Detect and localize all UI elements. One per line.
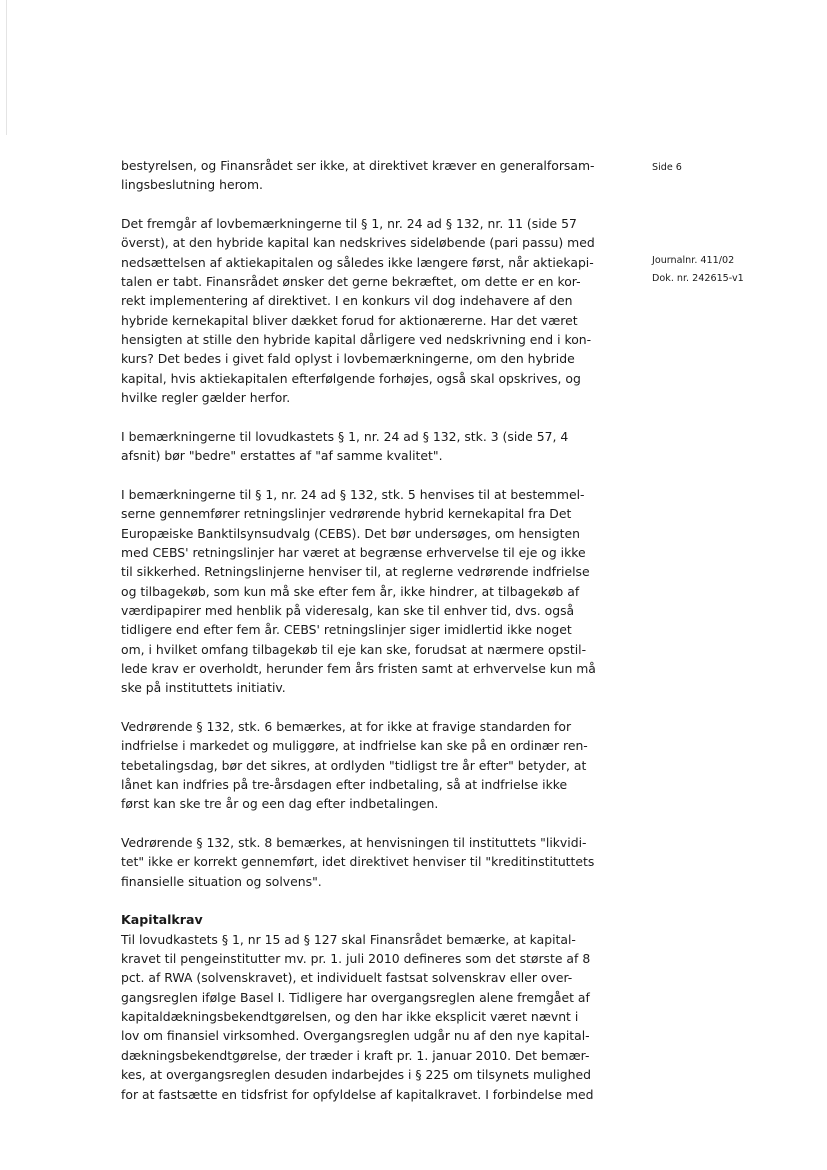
section-paragraph: Til lovudkastets § 1, nr 15 ad § 127 skal Finansrådet bemærke, at kapital- kravet til pengeinstitutter mv. pr. 1. juli 2010 defineres som det største af 8 pct. af RWA (solvenskravet), et individuelt fastsat solvenskrav eller over- gangsreglen ifølge Basel I. Tidligere har overgangsreglen alene fremgået af kapitaldækningsbekendtgørelsen, og den har ikke eksplicit været nævnt i lov om finansiel virksomhed. Overgangsreglen udgår nu af den nye kapital- dækningsbekendtgørelse, der træder i kraft pr. 1. januar 2010. Det bemær- kes, at overgangsreglen desuden indarbejdes i § 225 om tilsynets mulighed for at fastsætte en tidsfrist for opfyldelse af kapitalkravet. I forbindelse med (121, 931, 594, 1102)
paragraph: I bemærkningerne til § 1, nr. 24 ad § 132, stk. 5 henvises til at bestemmel- serne gennemfører retningslinjer vedrørende hybrid kernekapital fra Det Europæiske Banktilsynsudvalg (CEBS). Det bør undersøges, om hensigten med CEBS' retningslinjer har været at begrænse erhvervelse til eje og ikke til sikkerhed. Retningslinjerne henviser til, at reglerne vedrørende indfrielse og tilbagekøb, som kun må ske efter fem år, ikke hindrer, at tilbagekøb af værdipapirer med henblik på videresalg, kan ske til enhver tid, dvs. også tidligere end efter fem år. CEBS' retningslinjer siger imidlertid ikke noget om, i hvilket omfang tilbagekøb til eje kan ske, forudsat at nærmere opstil- lede krav er overholdt, herunder fem års fristen samt at erhvervelse kun må ske på instituttets initiativ. (121, 486, 596, 696)
paragraph: Vedrørende § 132, stk. 6 bemærkes, at for ikke at fravige standarden for indfrielse i markedet og muliggøre, at indfrielse kan ske på en ordinær ren- tebetalingsdag, bør det sikres, at ordlyden "tidligst tre år efter" betyder, at lånet kan indfries på tre-årsdagen efter indbetaling, så at indfrielse ikke først kan ske tre år og een dag efter indbetalingen. (121, 718, 588, 812)
paragraph: Det fremgår af lovbemærkningerne til § 1, nr. 24 ad § 132, nr. 11 (side 57 överst), at den hybride kapital kan nedskrives sideløbende (pari passu) med nedsættelsen af aktiekapitalen og således ikke længere først, når aktiekapi- talen er tabt. Finansrådet ønsker det gerne bekræftet, om dette er en kor- rekt implementering af direktivet. I en konkurs vil dog indehavere af den hybride kernekapital bliver dækket forud for aktionærerne. Har det været hensigten at stille den hybride kapital dårligere ved nedskrivning end i kon- kurs? Det bedes i givet fald oplyst i lovbemærkningerne, om den hybride kapital, hvis aktiekapitalen efterfølgende forhøjes, også skal opskrives, og hvilke regler gælder herfor. (121, 216, 595, 406)
journal-number: Journalnr. 411/02 (652, 255, 735, 266)
paragraph: Vedrørende § 132, stk. 8 bemærkes, at henvisningen til instituttets "likvidi- tet" ikke er korrekt gennemført, idet direktivet henviser til "kreditinstituttets finansielle situation og solvens". (121, 835, 595, 889)
document-reference (652, 252, 744, 288)
paragraph: bestyrelsen, og Finansrådet ser ikke, at direktivet kræver en generalforsam- lingsbeslutning herom. (121, 158, 595, 193)
paragraph: I bemærkningerne til lovudkastets § 1, nr. 24 ad § 132, stk. 3 (side 57, 4 afsnit) bør "bedre" erstattes af "af samme kvalitet". (121, 428, 569, 464)
document-number: Dok. nr. 242615-v1 (652, 273, 744, 284)
page-edge-line (6, 0, 7, 135)
section-heading: Kapitalkrav (121, 912, 203, 928)
letter-body (121, 156, 621, 1104)
page-number: Side 6 (652, 162, 682, 173)
